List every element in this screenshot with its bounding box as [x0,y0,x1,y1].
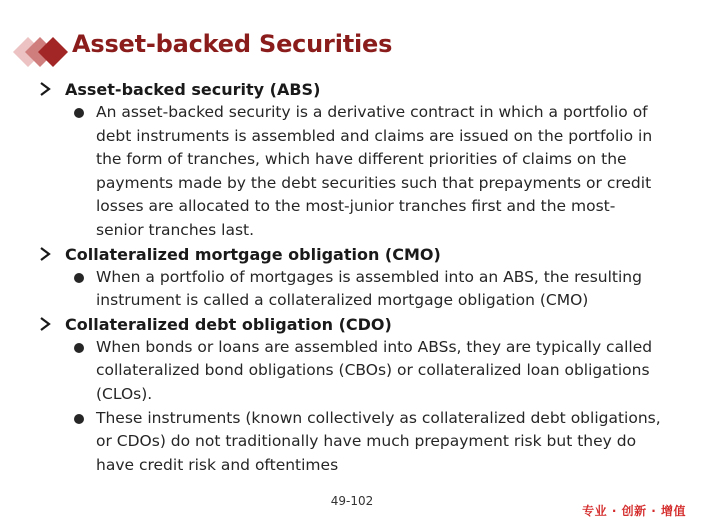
bullet-text-line: losses are allocated to the most-junior tranches first and the most- [96,197,616,216]
bullet-text-line: (CLOs). [96,384,153,403]
bullet-text-line: or CDOs) do not traditionally have much prepayment risk but they do [96,432,637,451]
bullet-text-line: senior tranches last. [96,220,255,239]
bullet-dot-icon [74,108,84,118]
bullet-dot-icon [74,414,84,424]
bullet-text [96,336,676,407]
section-heading [0,243,704,266]
page-number: 49-102 [330,494,374,508]
bullet-text-line: the form of tranches, which have different priorities of claims on the [96,150,627,169]
bullet-text-line: collateralized bond obligations (CBOs) or collateralized loan obligations [96,361,650,380]
section-heading-text: Asset-backed security (ABS) [65,80,321,99]
slide-title: Asset-backed Securities [72,30,393,58]
bullet-text [96,101,676,243]
section-heading-text: Collateralized debt obligation (CDO) [65,314,392,334]
bullet-item [0,336,704,407]
arrow-bullet-icon [39,82,51,96]
bullet-text-line: An asset-backed security is a derivative contract in which a portfolio of [96,103,648,121]
bullet-text [96,407,676,478]
section-heading-text: Collateralized mortgage obligation (CMO) [65,244,441,264]
bullet-dot-icon [74,343,84,353]
bullet-text-line: instrument is called a collateralized mortgage obligation (CMO) [96,291,589,310]
bullet-dot-icon [74,273,84,283]
section-heading [0,313,704,336]
bullet-item [0,266,704,313]
bullet-text-line: have credit risk and oftentimes [96,455,339,474]
slogan: 专业 · 创新 · 增值 [582,504,686,518]
diamond-logo-icon [13,37,69,67]
bullet-text-line: When a portfolio of mortgages is assembled into an ABS, the resulting [96,267,642,286]
arrow-bullet-icon [39,317,51,331]
bullet-item [0,101,704,243]
bullet-text [96,266,676,313]
section-heading [0,78,704,101]
slide-content [0,78,704,477]
arrow-bullet-icon [39,247,51,261]
bullet-text-line: payments made by the debt securities such that prepayments or credit [96,173,652,192]
bullet-text-line: These instruments (known collectively as collateralized debt obligations, [96,408,661,427]
bullet-item [0,407,704,478]
bullet-text-line: debt instruments is assembled and claims are issued on the portfolio in [96,126,653,145]
bullet-text-line: When bonds or loans are assembled into ABSs, they are typically called [96,337,653,356]
